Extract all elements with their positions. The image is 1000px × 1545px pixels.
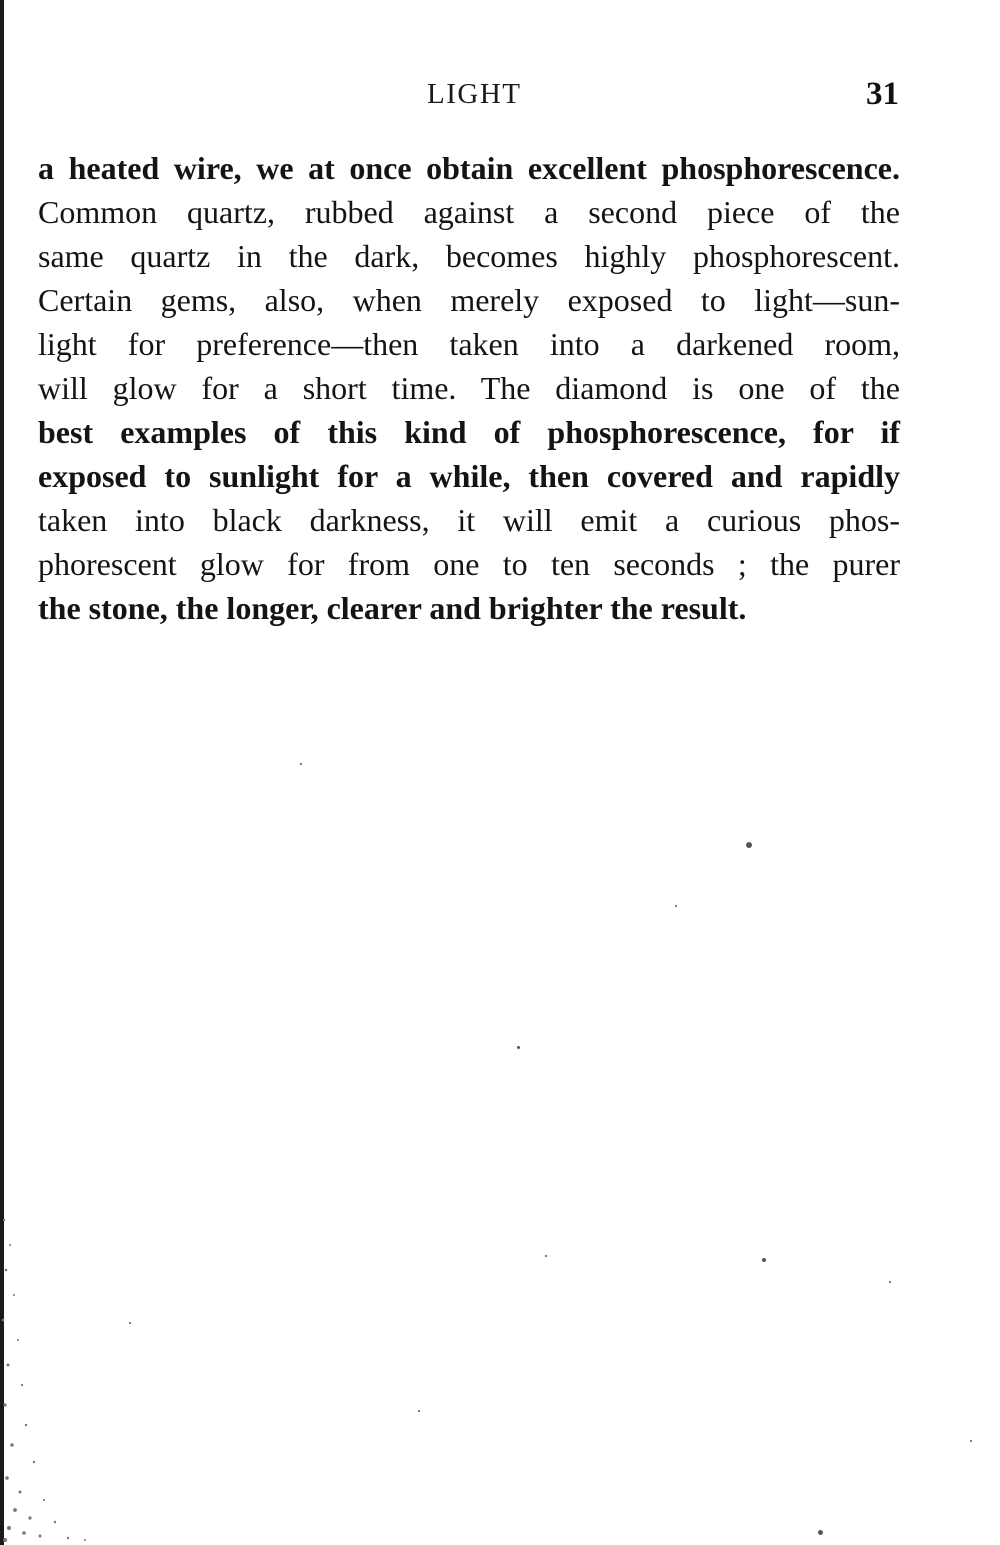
text-line: will glow for a short time. The diamond is one of the	[38, 370, 900, 406]
text-line: best examples of this kind of phosphorescence, for if	[38, 414, 900, 450]
text-line: Certain gems, also, when merely exposed to light—sun-	[38, 282, 900, 318]
text-line: exposed to sunlight for a while, then covered and rapidly	[38, 458, 900, 494]
text-line: same quartz in the dark, becomes highly phosphorescent.	[38, 238, 900, 274]
text-line: taken into black darkness, it will emit a curious phos-	[38, 502, 900, 538]
running-title: LIGHT	[427, 78, 522, 110]
body-text	[38, 146, 900, 630]
page-edge-shadow	[0, 1200, 120, 1545]
text-line: Common quartz, rubbed against a second piece of the	[38, 194, 900, 230]
text-line: a heated wire, we at once obtain excellent phosphorescence.	[38, 150, 900, 186]
text-line: light for preference—then taken into a darkened room,	[38, 326, 900, 362]
page-number: 31	[866, 76, 899, 112]
text-line: the stone, the longer, clearer and brighter the result.	[38, 590, 747, 626]
text-line: phorescent glow for from one to ten seconds ; the purer	[38, 546, 900, 582]
running-head	[0, 74, 1000, 114]
